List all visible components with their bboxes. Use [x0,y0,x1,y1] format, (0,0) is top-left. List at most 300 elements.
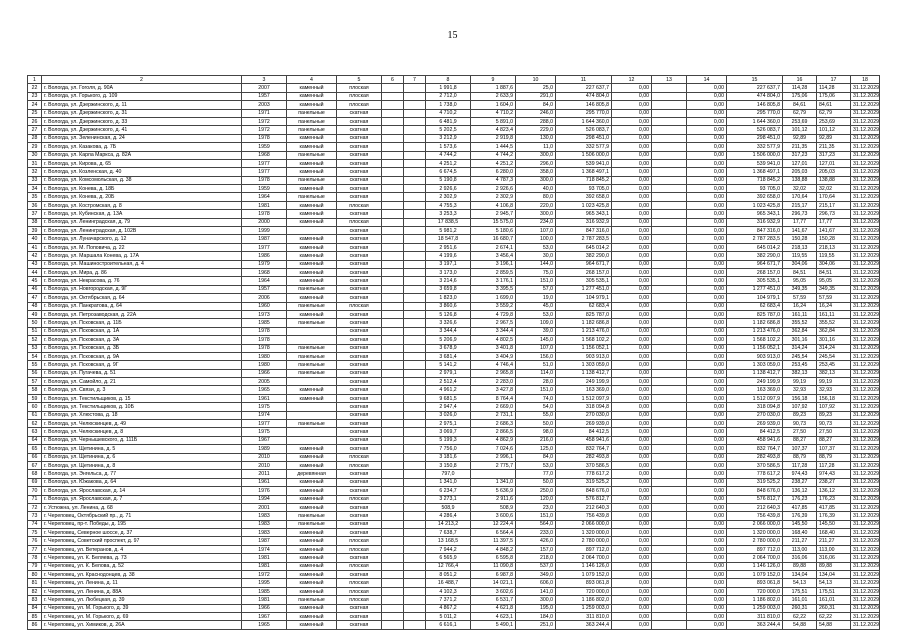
table-cell: 1 023 425,8 [727,201,783,209]
table-cell: 564,0 [516,520,556,528]
table-cell [404,185,426,193]
table-cell [382,252,404,260]
table-cell: 718 845,2 [727,176,783,184]
table-cell [382,587,404,595]
table-cell: 0,00 [612,461,652,469]
table-cell: 80 [28,571,42,579]
table-cell: 0,00 [687,520,727,528]
table-row [28,185,880,193]
table-cell [382,512,404,520]
table-cell: 249 199,9 [727,378,783,386]
table-cell: каменный [287,201,337,209]
table-cell: 474 804,0 [556,92,612,100]
table-cell: г. Вологда, ул. Челюскинцев, д. 8 [42,428,242,436]
table-cell: каменный [287,478,337,486]
table-cell: 0,00 [687,512,727,520]
table-cell: 1967 [242,436,287,444]
table-cell: 205,03 [817,168,851,176]
table-cell: 1983 [242,520,287,528]
table-cell: 0,00 [687,319,727,327]
table-row [28,436,880,444]
table-cell: 0,00 [612,604,652,612]
table-cell: г. Череповец, ул. К. Белова, д. 52 [42,562,242,570]
table-cell [652,193,687,201]
table-cell: 7 756,0 [426,445,471,453]
table-cell: 260,31 [817,604,851,612]
table-cell: 0,00 [687,436,727,444]
table-cell: плоская [337,201,382,209]
table-cell [652,537,687,545]
table-cell: 318 094,8 [727,403,783,411]
table-cell: г. Вологда, ул. Мира, д. 86 [42,268,242,276]
table-cell: скатная [337,109,382,117]
table-cell: 4 199,6 [426,252,471,260]
table-cell: каменный [287,101,337,109]
table-cell [382,193,404,201]
table-cell: 0,00 [612,117,652,125]
table-cell: 1989 [242,445,287,453]
table-cell [652,420,687,428]
table-cell: 0,00 [612,126,652,134]
table-cell: 1981 [242,596,287,604]
table-cell [382,378,404,386]
table-cell: 0,00 [612,529,652,537]
table-cell: 145,50 [783,520,817,528]
table-cell: каменный [287,84,337,92]
table-cell [382,562,404,570]
table-cell: 0,00 [612,545,652,553]
table-cell: 964 671,7 [727,260,783,268]
table-cell: 893 061,8 [727,579,783,587]
table-cell: 220,0 [516,201,556,209]
table-cell [382,520,404,528]
table-cell: 2 996,1 [471,453,516,461]
table-cell: 249 199,9 [556,378,612,386]
table-cell [652,101,687,109]
table-cell: 6 280,0 [471,168,516,176]
table-cell [382,495,404,503]
table-cell: 144,0 [516,260,556,268]
table-cell: 0,00 [687,453,727,461]
table-cell: 4 106,8 [471,201,516,209]
table-cell: 304,06 [783,260,817,268]
table-cell: 349,0 [516,571,556,579]
table-cell: 101,12 [783,126,817,134]
table-cell: 89,88 [783,562,817,570]
table-cell: 31.12.2029 [851,193,880,201]
table-cell [382,126,404,134]
table-cell: 0,00 [612,361,652,369]
table-cell: 61 [28,411,42,419]
table-cell: 4 755,3 [426,201,471,209]
table-cell: скатная [337,529,382,537]
table-cell [652,562,687,570]
table-cell [652,554,687,562]
table-cell: 31.12.2029 [851,327,880,335]
table-cell [382,352,404,360]
table-cell: 1957 [242,92,287,100]
table-cell [404,143,426,151]
table-cell: 0,00 [687,411,727,419]
table-cell: 31.12.2029 [851,336,880,344]
table-cell: 107,0 [516,344,556,352]
table-cell: 31.12.2029 [851,84,880,92]
table-cell [404,117,426,125]
table-cell: 31.12.2029 [851,352,880,360]
table-cell: 756 439,8 [556,512,612,520]
table-cell: 1983 [242,529,287,537]
table-cell: 1978 [242,210,287,218]
table-cell [652,579,687,587]
table-cell: 40,0 [516,185,556,193]
table-cell [382,571,404,579]
table-cell: 301,16 [783,336,817,344]
table-cell: скатная [337,394,382,402]
table-cell: 39,0 [516,327,556,335]
table-cell: 0,00 [612,495,652,503]
table-cell: 1980 [242,352,287,360]
table-cell [404,587,426,595]
table-cell [404,545,426,553]
table-row [28,294,880,302]
table-cell: г. Вологда, ул. Ярославская, д. 7 [42,495,242,503]
table-cell: 720 000,0 [556,587,612,595]
table-cell: панельные [287,344,337,352]
table-cell: 0,00 [612,562,652,570]
table-cell: 964 671,7 [556,260,612,268]
table-cell: г. Вологда, ул. Щетинина, д. 6 [42,453,242,461]
table-cell: 233,0 [516,529,556,537]
table-cell: 57,59 [783,294,817,302]
table-cell: г. Вологда, ул. Конева, д. 18Б [42,185,242,193]
table-cell [404,227,426,235]
table-cell: 1 604,0 [471,101,516,109]
table-cell: плоская [337,101,382,109]
table-cell [404,159,426,167]
table-cell: 0,00 [612,176,652,184]
table-row [28,117,880,125]
table-cell: 253,69 [817,117,851,125]
table-cell: 175,06 [817,92,851,100]
table-cell [404,310,426,318]
table-row [28,268,880,276]
table-cell: скатная [337,487,382,495]
table-cell: 2 951,6 [426,243,471,251]
table-cell: 295 770,0 [556,109,612,117]
table-cell: 19,0 [516,294,556,302]
table-cell: 282 493,8 [556,453,612,461]
table-cell: 62,22 [817,613,851,621]
table-cell: каменный [287,294,337,302]
table-cell: 718 845,2 [556,176,612,184]
table-cell: 1972 [242,117,287,125]
table-cell: 211,35 [817,143,851,151]
table-cell: 4 862,9 [471,436,516,444]
table-cell: 5 180,6 [471,227,516,235]
table-cell: 6 565,9 [426,554,471,562]
table-cell: панельные [287,193,337,201]
table-cell: 2 064 700,0 [727,554,783,562]
table-cell: 832 764,7 [727,445,783,453]
table-cell: 0,00 [612,294,652,302]
table-cell: панельные [287,520,337,528]
table-cell [471,470,516,478]
table-cell: панельные [287,109,337,117]
table-cell: г. Вологда, ул. Ленинградская, д. 102В [42,227,242,235]
table-cell: 0,00 [612,512,652,520]
table-cell: 1961 [242,394,287,402]
table-cell: скатная [337,243,382,251]
table-cell: 39 [28,227,42,235]
table-cell: каменный [287,579,337,587]
table-cell: 1 079 152,0 [727,571,783,579]
table-cell: 107,92 [817,403,851,411]
table-cell: 79 [28,562,42,570]
table-cell: г. Вологда, ул. Хлюстова, д. 18 [42,411,242,419]
table-cell: 1974 [242,545,287,553]
table-cell: 229,0 [516,126,556,134]
table-cell [382,411,404,419]
table-cell: 82 [28,587,42,595]
table-cell: г. Вологда, ул. Пугачева, д. 51 [42,369,242,377]
table-cell [652,403,687,411]
table-cell [382,92,404,100]
table-cell [404,378,426,386]
table-cell: плоская [337,579,382,587]
table-cell: 32,02 [817,185,851,193]
table-cell: скатная [337,411,382,419]
table-cell: 0,00 [687,218,727,226]
table-cell: 26 [28,117,42,125]
table-cell: 161,11 [817,310,851,318]
table-cell: скатная [337,344,382,352]
table-cell: 0,00 [612,386,652,394]
table-cell: панельные [287,369,337,377]
table-cell: 1999 [242,227,287,235]
table-row [28,101,880,109]
table-cell [382,109,404,117]
table-cell: 3 326,6 [426,319,471,327]
table-cell: 141,67 [783,227,817,235]
table-cell: 55 [28,361,42,369]
table-cell: 31.12.2029 [851,201,880,209]
table-cell: 120,0 [516,495,556,503]
table-cell: 3 427,8 [471,386,516,394]
table-cell: 1 023 425,8 [556,201,612,209]
table-cell: 2 066 000,0 [556,520,612,528]
table-cell: 1968 [242,151,287,159]
table-cell: г. Вологда, ул. Псковская, д. 9А [42,352,242,360]
column-header-17: 17 [817,76,851,84]
table-cell: 3 150,8 [426,461,471,469]
table-cell [404,554,426,562]
table-cell: 0,00 [687,344,727,352]
table-cell: 31.12.2029 [851,445,880,453]
table-cell: 314,24 [783,344,817,352]
table-cell: 245,54 [817,352,851,360]
table-cell [287,436,337,444]
table-row [28,260,880,268]
table-cell: 0,00 [612,201,652,209]
table-cell: 0,00 [687,386,727,394]
table-cell: 218,13 [783,243,817,251]
table-cell: 31.12.2029 [851,420,880,428]
table-cell [652,394,687,402]
table-cell: 2 926,6 [471,185,516,193]
table-cell: 720 000,0 [727,587,783,595]
table-cell: 7 944,2 [426,545,471,553]
table-cell [652,268,687,276]
table-cell: 89,23 [817,411,851,419]
table-cell: 0,00 [687,193,727,201]
table-cell [404,193,426,201]
table-cell: 175,51 [817,587,851,595]
table-cell: 66 [28,453,42,461]
table-cell: 31.12.2029 [851,92,880,100]
table-cell: 30,0 [516,252,556,260]
table-cell: 1972 [242,571,287,579]
table-cell [652,84,687,92]
table-cell: 5 636,9 [471,487,516,495]
table-cell: 195,0 [516,604,556,612]
table-cell: 3 456,4 [471,252,516,260]
table-cell: 1 156 052,1 [727,344,783,352]
table-cell: 31.12.2029 [851,109,880,117]
table-cell: 50 [28,319,42,327]
table-cell [652,428,687,436]
table-row [28,168,880,176]
column-header-2: 2 [42,76,242,84]
table-cell: 127,01 [783,159,817,167]
table-cell: 0,00 [612,369,652,377]
table-cell: 1978 [242,344,287,352]
table-cell: каменный [287,453,337,461]
table-cell [382,428,404,436]
table-cell [652,571,687,579]
table-cell [404,529,426,537]
table-cell: 965 343,1 [727,210,783,218]
table-cell: 832 764,7 [556,445,612,453]
table-cell: 11 397,5 [471,537,516,545]
table-cell: 1976 [242,487,287,495]
table-cell: 2 979,1 [426,369,471,377]
table-cell: 81 [28,579,42,587]
table-row [28,302,880,310]
table-cell: 1959 [242,143,287,151]
table-cell [404,268,426,276]
table-cell [652,92,687,100]
table-cell: 6 674,5 [426,168,471,176]
table-cell: скатная [337,336,382,344]
table-cell: 31.12.2029 [851,252,880,260]
table-cell: 3 214,6 [426,277,471,285]
table-cell: 4 102,3 [426,587,471,595]
table-cell: 0,00 [612,252,652,260]
table-cell: 1 186 802,0 [556,596,612,604]
table-row [28,218,880,226]
table-cell [404,260,426,268]
table-cell: 0,00 [612,260,652,268]
table-cell: 54,13 [783,579,817,587]
table-cell: 170,64 [817,193,851,201]
table-cell: панельные [287,596,337,604]
table-cell: скатная [337,503,382,511]
table-cell: 1965 [242,386,287,394]
table-cell: 778 617,2 [556,470,612,478]
table-cell [404,344,426,352]
table-cell: 0,00 [687,369,727,377]
table-cell: 7 371,2 [426,596,471,604]
table-cell: 31.12.2029 [851,260,880,268]
table-cell: 31.12.2029 [851,294,880,302]
table-cell [382,210,404,218]
table-cell: каменный [287,159,337,167]
table-cell: г. Череповец, ул. Химиков, д. 26А [42,621,242,629]
table-cell: 311 810,0 [727,613,783,621]
table-cell: 134,04 [817,571,851,579]
table-row [28,109,880,117]
table-cell: каменный [287,394,337,402]
table-cell: 31.12.2029 [851,319,880,327]
table-cell: г. Вологда, ул. Карла Маркса, д. 82А [42,151,242,159]
table-cell: г. Череповец, Октябрьский пр., д. 71 [42,512,242,520]
table-cell: г. Череповец, Северное шоссе, д. 37 [42,529,242,537]
table-cell: 176,23 [817,495,851,503]
table-cell: 1 887,6 [471,84,516,92]
table-cell: 3 197,1 [426,260,471,268]
column-header-16: 16 [783,76,817,84]
table-cell: 52 [28,336,42,344]
table-cell: 2 780 000,0 [727,537,783,545]
table-cell: деревянная [287,470,337,478]
table-cell [652,336,687,344]
table-row [28,143,880,151]
table-cell: 238,27 [817,478,851,486]
table-cell: скатная [337,520,382,528]
table-cell [404,596,426,604]
table-cell: 0,00 [687,109,727,117]
table-cell: 49 [28,310,42,318]
table-cell: 0,00 [687,201,727,209]
table-cell: 2 787 283,5 [556,235,612,243]
table-cell: г. Вологда, ул. Самойло, д. 21 [42,378,242,386]
table-cell [404,361,426,369]
table-cell [404,210,426,218]
table-cell: скатная [337,143,382,151]
table-cell: 1 320 000,0 [727,529,783,537]
table-cell: 426,0 [516,537,556,545]
table-cell: г. Вологда, ул. Козленская, д. 40 [42,168,242,176]
table-row [28,537,880,545]
table-cell: г. Вологда, ул. Луначарского, д. 12 [42,235,242,243]
table-cell: 2 512,4 [426,378,471,386]
table-cell [652,453,687,461]
table-cell: 17 838,5 [426,218,471,226]
column-header-15: 15 [727,76,783,84]
table-cell: 0,00 [687,101,727,109]
table-cell: 0,00 [687,227,727,235]
table-cell: 15 575,0 [471,218,516,226]
table-cell: г. Вологда, ул. Ленинградская, д. 79 [42,218,242,226]
table-cell: 125,0 [516,445,556,453]
table-cell: 291,0 [516,92,556,100]
table-cell: 897 712,0 [727,545,783,553]
table-cell: 382 290,0 [727,252,783,260]
table-cell: 31.12.2029 [851,210,880,218]
table-cell: 268 157,0 [727,268,783,276]
table-cell: 300,0 [516,210,556,218]
table-cell: 319 525,2 [556,478,612,486]
